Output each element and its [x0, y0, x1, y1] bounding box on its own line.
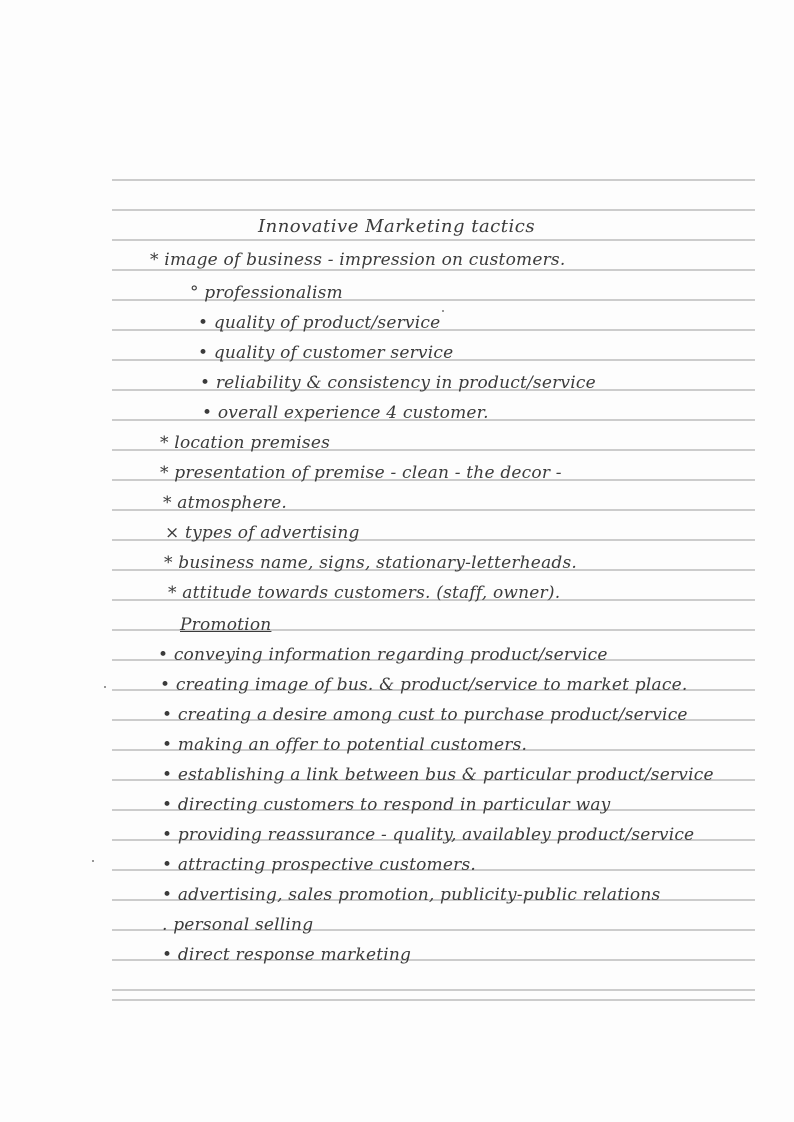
- note-line: • reliability & consistency in product/service: [200, 373, 596, 393]
- note-line: • conveying information regarding product/service: [158, 645, 608, 665]
- note-line: * attitude towards customers. (staff, owner).: [168, 583, 561, 603]
- note-line: • advertising, sales promotion, publicity-public relations: [162, 885, 661, 905]
- scan-speck: [442, 310, 444, 312]
- note-line: • establishing a link between bus & particular product/service: [162, 765, 714, 785]
- page-title: Innovative Marketing tactics: [258, 216, 536, 237]
- note-line: • creating a desire among cust to purchase product/service: [162, 705, 688, 725]
- note-line: * business name, signs, stationary-letterheads.: [164, 553, 578, 573]
- note-line: • directing customers to respond in particular way: [162, 795, 611, 815]
- section-heading: Promotion: [180, 615, 272, 635]
- scan-speck: [104, 686, 106, 688]
- note-line: • direct response marketing: [162, 945, 412, 965]
- note-line: . personal selling: [162, 915, 314, 935]
- note-line: • quality of product/service: [198, 313, 441, 333]
- note-line: • providing reassurance - quality, availabley product/service: [162, 825, 695, 845]
- scan-speck: [92, 860, 94, 862]
- note-line: * image of business - impression on customers.: [150, 250, 566, 270]
- note-line: * location premises: [160, 433, 331, 453]
- note-line: • overall experience 4 customer.: [202, 403, 489, 423]
- note-line: • attracting prospective customers.: [162, 855, 476, 875]
- note-line: * atmosphere.: [163, 493, 288, 513]
- note-line: • quality of customer service: [198, 343, 454, 363]
- note-line: • making an offer to potential customers.: [162, 735, 528, 755]
- note-line: • creating image of bus. & product/service to market place.: [160, 675, 688, 695]
- note-line: ° professionalism: [190, 283, 343, 303]
- note-line: * presentation of premise - clean - the decor -: [160, 463, 562, 483]
- note-line: × types of advertising: [165, 523, 360, 543]
